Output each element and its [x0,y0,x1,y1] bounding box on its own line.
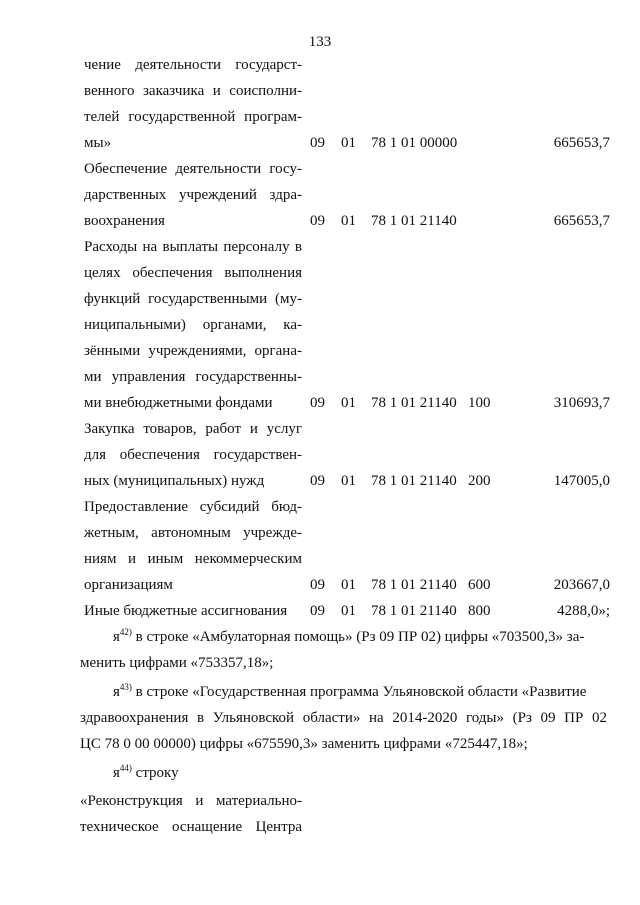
row-amount: 665653,7 [553,135,610,151]
row-description: Расходы на выплаты персоналу в [84,239,302,255]
table-row [0,416,640,442]
table-row [0,104,640,130]
page-number: 133 [308,34,332,50]
row-subsection: 01 [341,395,356,411]
row-subsection: 01 [341,473,356,489]
amendment-number: 42) [119,627,132,637]
row-description: дарственных учреждений здра- [84,187,302,203]
table-row [0,52,640,78]
table-row [0,338,640,364]
row-subsection: 01 [341,213,356,229]
table-row [0,546,640,572]
row-amount: 4288,0»; [557,603,610,619]
table-row [0,572,640,598]
quoted-line-block [80,788,302,840]
row-subsection: 01 [341,577,356,593]
row-amount: 147005,0 [553,473,610,489]
amendment-text: в строке «Амбулаторная помощь» (Рз 09 ПР 02) цифры «703500,3» за- [131,629,585,645]
table-row [0,520,640,546]
row-description: ниям и иным некоммерческим [84,551,302,567]
amendment-43-cont2 [80,731,607,757]
table-row [0,130,640,156]
row-amount: 203667,0 [553,577,610,593]
table-row [0,286,640,312]
table-row [0,312,640,338]
amendment-text: ЦС 78 0 00 00000) цифры «675590,3» заменить цифрами «725447,18»; [80,736,528,752]
row-target-code: 78 1 01 00000 [371,135,458,151]
amendment-text: в строке «Государственная программа Ульяновской области «Развитие [131,684,587,700]
table-row [0,494,640,520]
row-section: 09 [310,395,325,411]
row-description: мы» [84,135,112,151]
row-description: венного заказчика и соисполни- [84,83,302,99]
row-description: функций государственными (му- [84,291,302,307]
amendment-prefix: я [113,765,120,781]
row-target-code: 78 1 01 21140 [371,603,457,619]
row-description: ных (муниципальных) нужд [84,473,265,489]
row-description: зёнными учреждениями, органа- [84,343,302,359]
row-description: ниципальными) органами, ка- [84,317,302,333]
table-row [0,442,640,468]
table-row [0,182,640,208]
table-row [0,78,640,104]
row-target-code: 78 1 01 21140 [371,577,457,593]
amendment-43-cont [80,705,607,731]
row-expense-type: 800 [468,603,491,619]
table-row [0,364,640,390]
amendment-text: здравоохранения в Ульяновской области» на 2014-2020 годы» (Рз 09 ПР 02 [80,710,607,726]
row-description: Закупка товаров, работ и услуг [84,421,302,437]
table-row [0,468,640,494]
row-amount: 310693,7 [553,395,610,411]
row-expense-type: 600 [468,577,491,593]
quoted-line: техническое оснащение Центра [80,819,302,835]
amendment-43 [80,679,607,705]
row-description: организациям [84,577,173,593]
row-target-code: 78 1 01 21140 [371,213,457,229]
row-expense-type: 100 [468,395,491,411]
row-subsection: 01 [341,603,356,619]
row-section: 09 [310,135,325,151]
row-description: жетным, автономным учрежде- [84,525,302,541]
row-description: Предоставление субсидий бюд- [84,499,302,515]
row-target-code: 78 1 01 21140 [371,395,457,411]
amendment-42 [80,624,607,650]
row-description: ми внебюджетными фондами [84,395,273,411]
amendment-prefix: я [113,629,120,645]
row-amount: 665653,7 [553,213,610,229]
row-section: 09 [310,213,325,229]
amendment-42-cont [80,650,607,676]
amendment-44 [80,760,607,786]
table-row [0,208,640,234]
row-target-code: 78 1 01 21140 [371,473,457,489]
table-row [0,156,640,182]
row-description: целях обеспечения выполнения [84,265,302,281]
row-description: Иные бюджетные ассигнования [84,603,288,619]
amendment-text: менить цифрами «753357,18»; [80,655,274,671]
budget-table [0,52,640,624]
row-description: ми управления государственны- [84,369,302,385]
row-description: чение деятельности государст- [84,57,302,73]
amendment-text: строку [131,765,179,781]
row-description: для обеспечения государствен- [84,447,302,463]
row-expense-type: 200 [468,473,491,489]
table-row [0,598,640,624]
row-description: телей государственной програм- [84,109,302,125]
amendment-number: 43) [119,682,132,692]
table-row [0,234,640,260]
table-row [0,260,640,286]
row-section: 09 [310,603,325,619]
row-subsection: 01 [341,135,356,151]
row-description: Обеспечение деятельности госу- [84,161,302,177]
amendment-number: 44) [119,763,132,773]
table-row [0,390,640,416]
quoted-line: «Реконструкция и материально- [80,793,302,809]
row-section: 09 [310,473,325,489]
amendment-prefix: я [113,684,120,700]
row-description: воохранения [84,213,165,229]
row-section: 09 [310,577,325,593]
